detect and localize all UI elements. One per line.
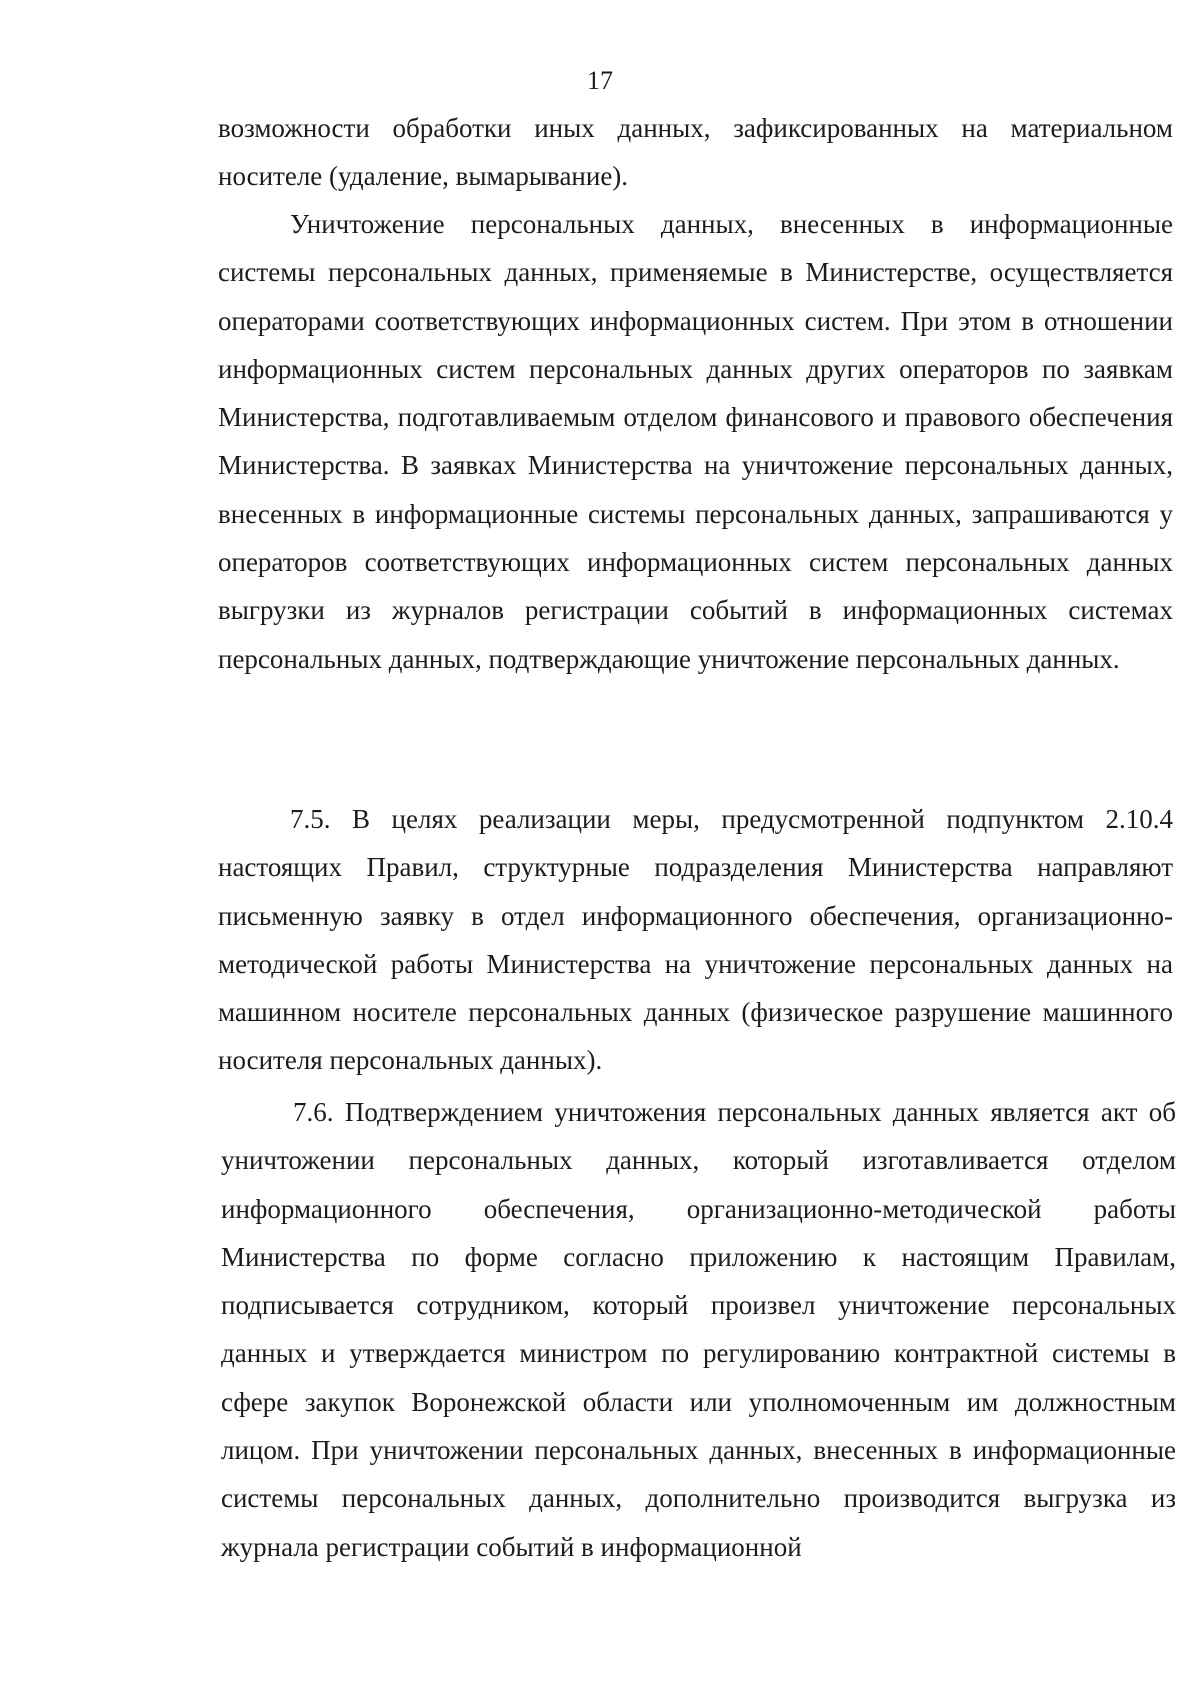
paragraph-text: 7.5. В целях реализации меры, предусмотренной подпунктом 2.10.4 настоящих Правил, структурные подразделения Министерства направляют письменную заявку в отдел информационного обеспечения, организационно-методической работы Министерства на уничтожение персональных данных на машинном носителе персональных данных (физическое разрушение машинного носителя персональных данных). [218,804,1173,1076]
paragraph-7-6 [221,1088,1176,1571]
paragraph-7-5 [218,795,1173,1085]
paragraph-destruction-in-is [218,200,1173,683]
paragraph-text: 7.6. Подтверждением уничтожения персональных данных является акт об уничтожении персональных данных, который изготавливается отделом информационного обеспечения, организационно-методической работы Министерства по форме согласно приложению к настоящим Правилам, подписывается сотрудником, который произвел уничтожение персональных данных и утверждается министром по регулированию контрактной системы в сфере закупок Воронежской области или уполномоченным им должностным лицом. При уничтожении персональных данных, внесенных в информационные системы персональных данных, дополнительно производится выгрузка из журнала регистрации событий в информационной [221,1097,1176,1562]
page-number: 17 [587,66,613,95]
paragraph-continuation [218,104,1173,201]
paragraph-text: Уничтожение персональных данных, внесенных в информационные системы персональных данных, применяемые в Министерстве, осуществляется операторами соответствующих информационных систем. При этом в отношении информационных систем персональных данных других операторов по заявкам Министерства, подготавливаемым отделом финансового и правового обеспечения Министерства. В заявках Министерства на уничтожение персональных данных, внесенных в информационные системы персональных данных, запрашиваются у операторов соответствующих информационных систем персональных данных выгрузки из журналов регистрации событий в информационных системах персональных данных, подтверждающие уничтожение персональных данных. [218,209,1173,674]
paragraph-text: возможности обработки иных данных, зафиксированных на материальном носителе (удаление, вымарывание). [218,113,1173,192]
